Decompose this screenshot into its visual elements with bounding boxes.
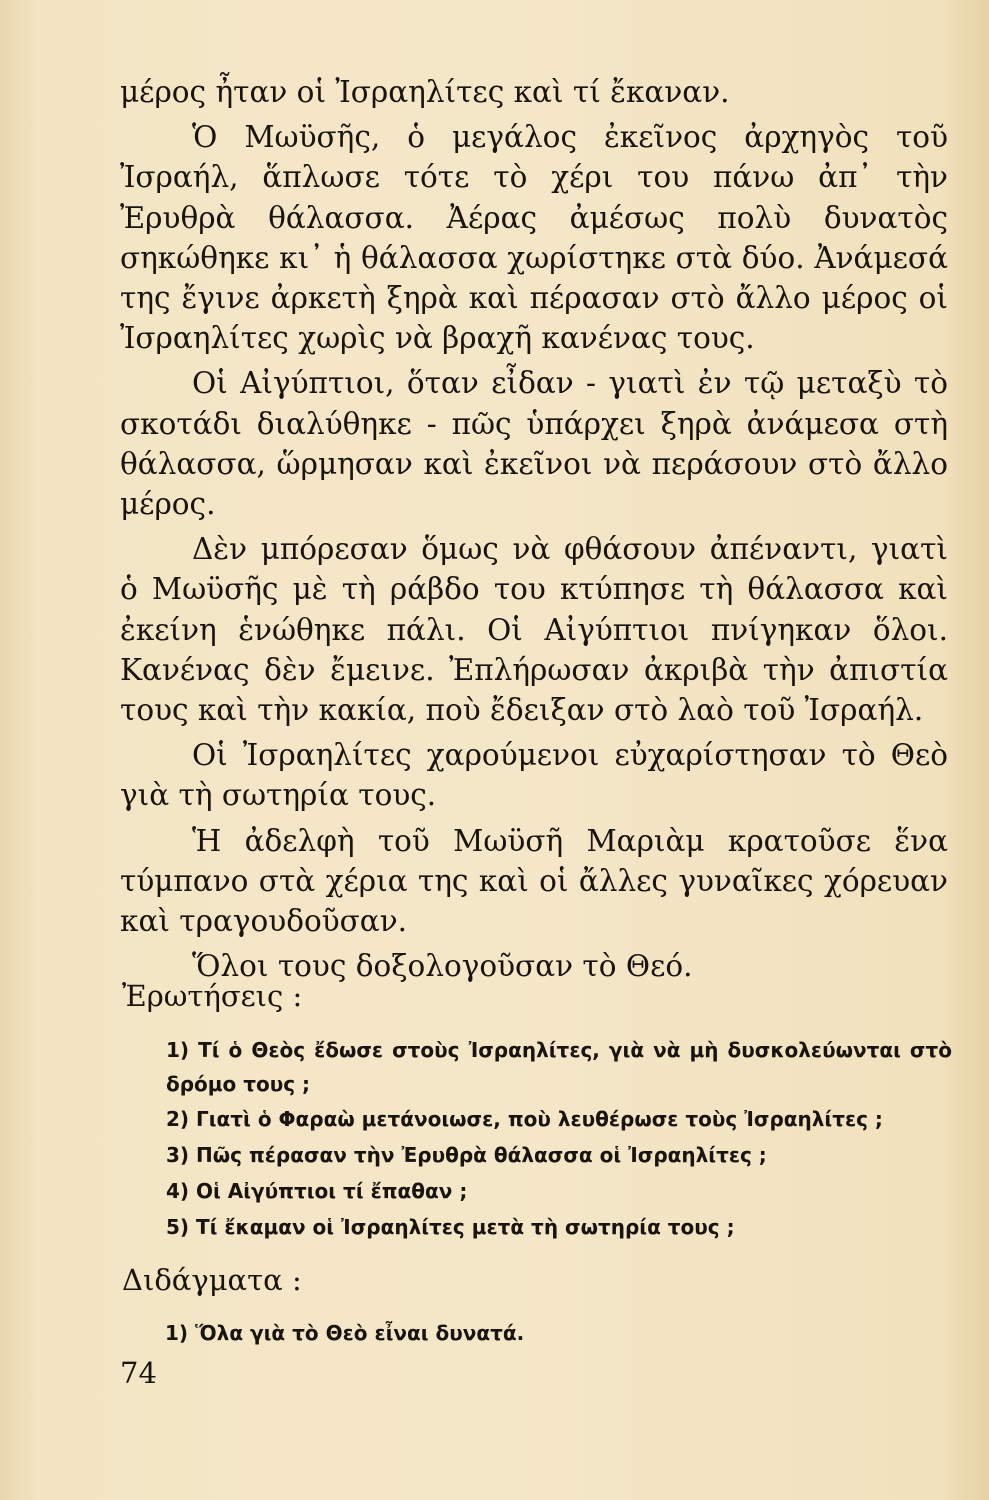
paragraph: Ἡ ἀδελφὴ τοῦ Μωϋσῆ Μαριὰμ κρατοῦσε ἕνα τύμπανο στὰ χέρια της καὶ οἱ ἄλλες γυναῖκες χόρευαν καὶ τραγουδοῦσαν. (120, 823, 948, 939)
questions-heading: Ἐρωτήσεις : (122, 979, 303, 1013)
question-item: 2) Γιατὶ ὁ Φαραὼ μετάνοιωσε, ποὺ λευθέρωσε τοὺς Ἰσραηλίτες ; (166, 1107, 883, 1131)
paragraph: Ὁ Μωϋσῆς, ὁ μεγάλος ἐκεῖνος ἀρχηγὸς τοῦ Ἰσραήλ, ἅπλωσε τότε τὸ χέρι του πάνω ἀπ᾿ τὴν Ἐρυθρὰ θάλασσα. Ἀέρας ἀμέσως πολὺ δυνατὸς σηκώθηκε κι᾿ ἡ θάλασσα χωρίστηκε στὰ δύο. Ἀνάμεσά της ἔγινε ἀρκετὴ ξηρὰ καὶ πέρασαν στὸ ἄλλο μέρος οἱ Ἰσραηλίτες χωρὶς νὰ βραχῆ κανένας τους. (120, 120, 948, 356)
question-item: 3) Πῶς πέρασαν τὴν Ἐρυθρὰ θάλασσα οἱ Ἰσραηλίτες ; (166, 1143, 767, 1167)
lessons-heading: Διδάγματα : (122, 1263, 302, 1297)
page-number: 74 (120, 1356, 157, 1390)
questions-list (118, 1033, 952, 1245)
paragraph: Οἱ Αἰγύπτιοι, ὅταν εἶδαν - γιατὶ ἐν τῷ μεταξὺ τὸ σκοτάδι διαλύθηκε - πῶς ὑπάρχει ξηρὰ ἀνάμεσα στὴ θάλασσα, ὥρμησαν καὶ ἐκεῖνοι νὰ περάσουν στὸ ἄλλο μέρος. (120, 366, 948, 522)
paragraph: μέρος ἦταν οἱ Ἰσραηλίτες καὶ τί ἔκαναν. (120, 75, 730, 109)
paragraph: Δὲν μπόρεσαν ὅμως νὰ φθάσουν ἀπέναντι, γιατὶ ὁ Μωϋσῆς μὲ τὴ ράβδο του κτύπησε τὴ θάλασσα καὶ ἐκείνη ἑνώθηκε πάλι. Οἱ Αἰγύπτιοι πνίγηκαν ὅλοι. Κανένας δὲν ἔμεινε. Ἐπλήρωσαν ἀκριβὰ τὴν ἀπιστία τους καὶ τὴν κακία, ποὺ ἔδειξαν στὸ λαὸ τοῦ Ἰσραήλ. (120, 532, 948, 728)
lesson-item: 1) Ὅλα γιὰ τὸ Θεὸ εἶναι δυνατά. (165, 1321, 525, 1345)
main-text (120, 72, 948, 991)
lessons-list (165, 1318, 524, 1348)
paragraph: Ὅλοι τους δοξολογοῦσαν τὸ Θεό. (192, 949, 693, 984)
question-item: 4) Οἱ Αἰγύπτιοι τί ἔπαθαν ; (166, 1179, 468, 1203)
question-item: 1) Τί ὁ Θεὸς ἔδωσε στοὺς Ἰσραηλίτες, γιὰ νὰ μὴ δυσκολεύωνται στὸ δρόμο τους ; (166, 1038, 952, 1096)
question-item: 5) Τί ἔκαμαν οἱ Ἰσραηλίτες μετὰ τὴ σωτηρία τους ; (166, 1215, 735, 1239)
paragraph: Οἱ Ἰσραηλίτες χαρούμενοι εὐχαρίστησαν τὸ Θεὸ γιὰ τὴ σωτηρία τους. (120, 738, 948, 813)
